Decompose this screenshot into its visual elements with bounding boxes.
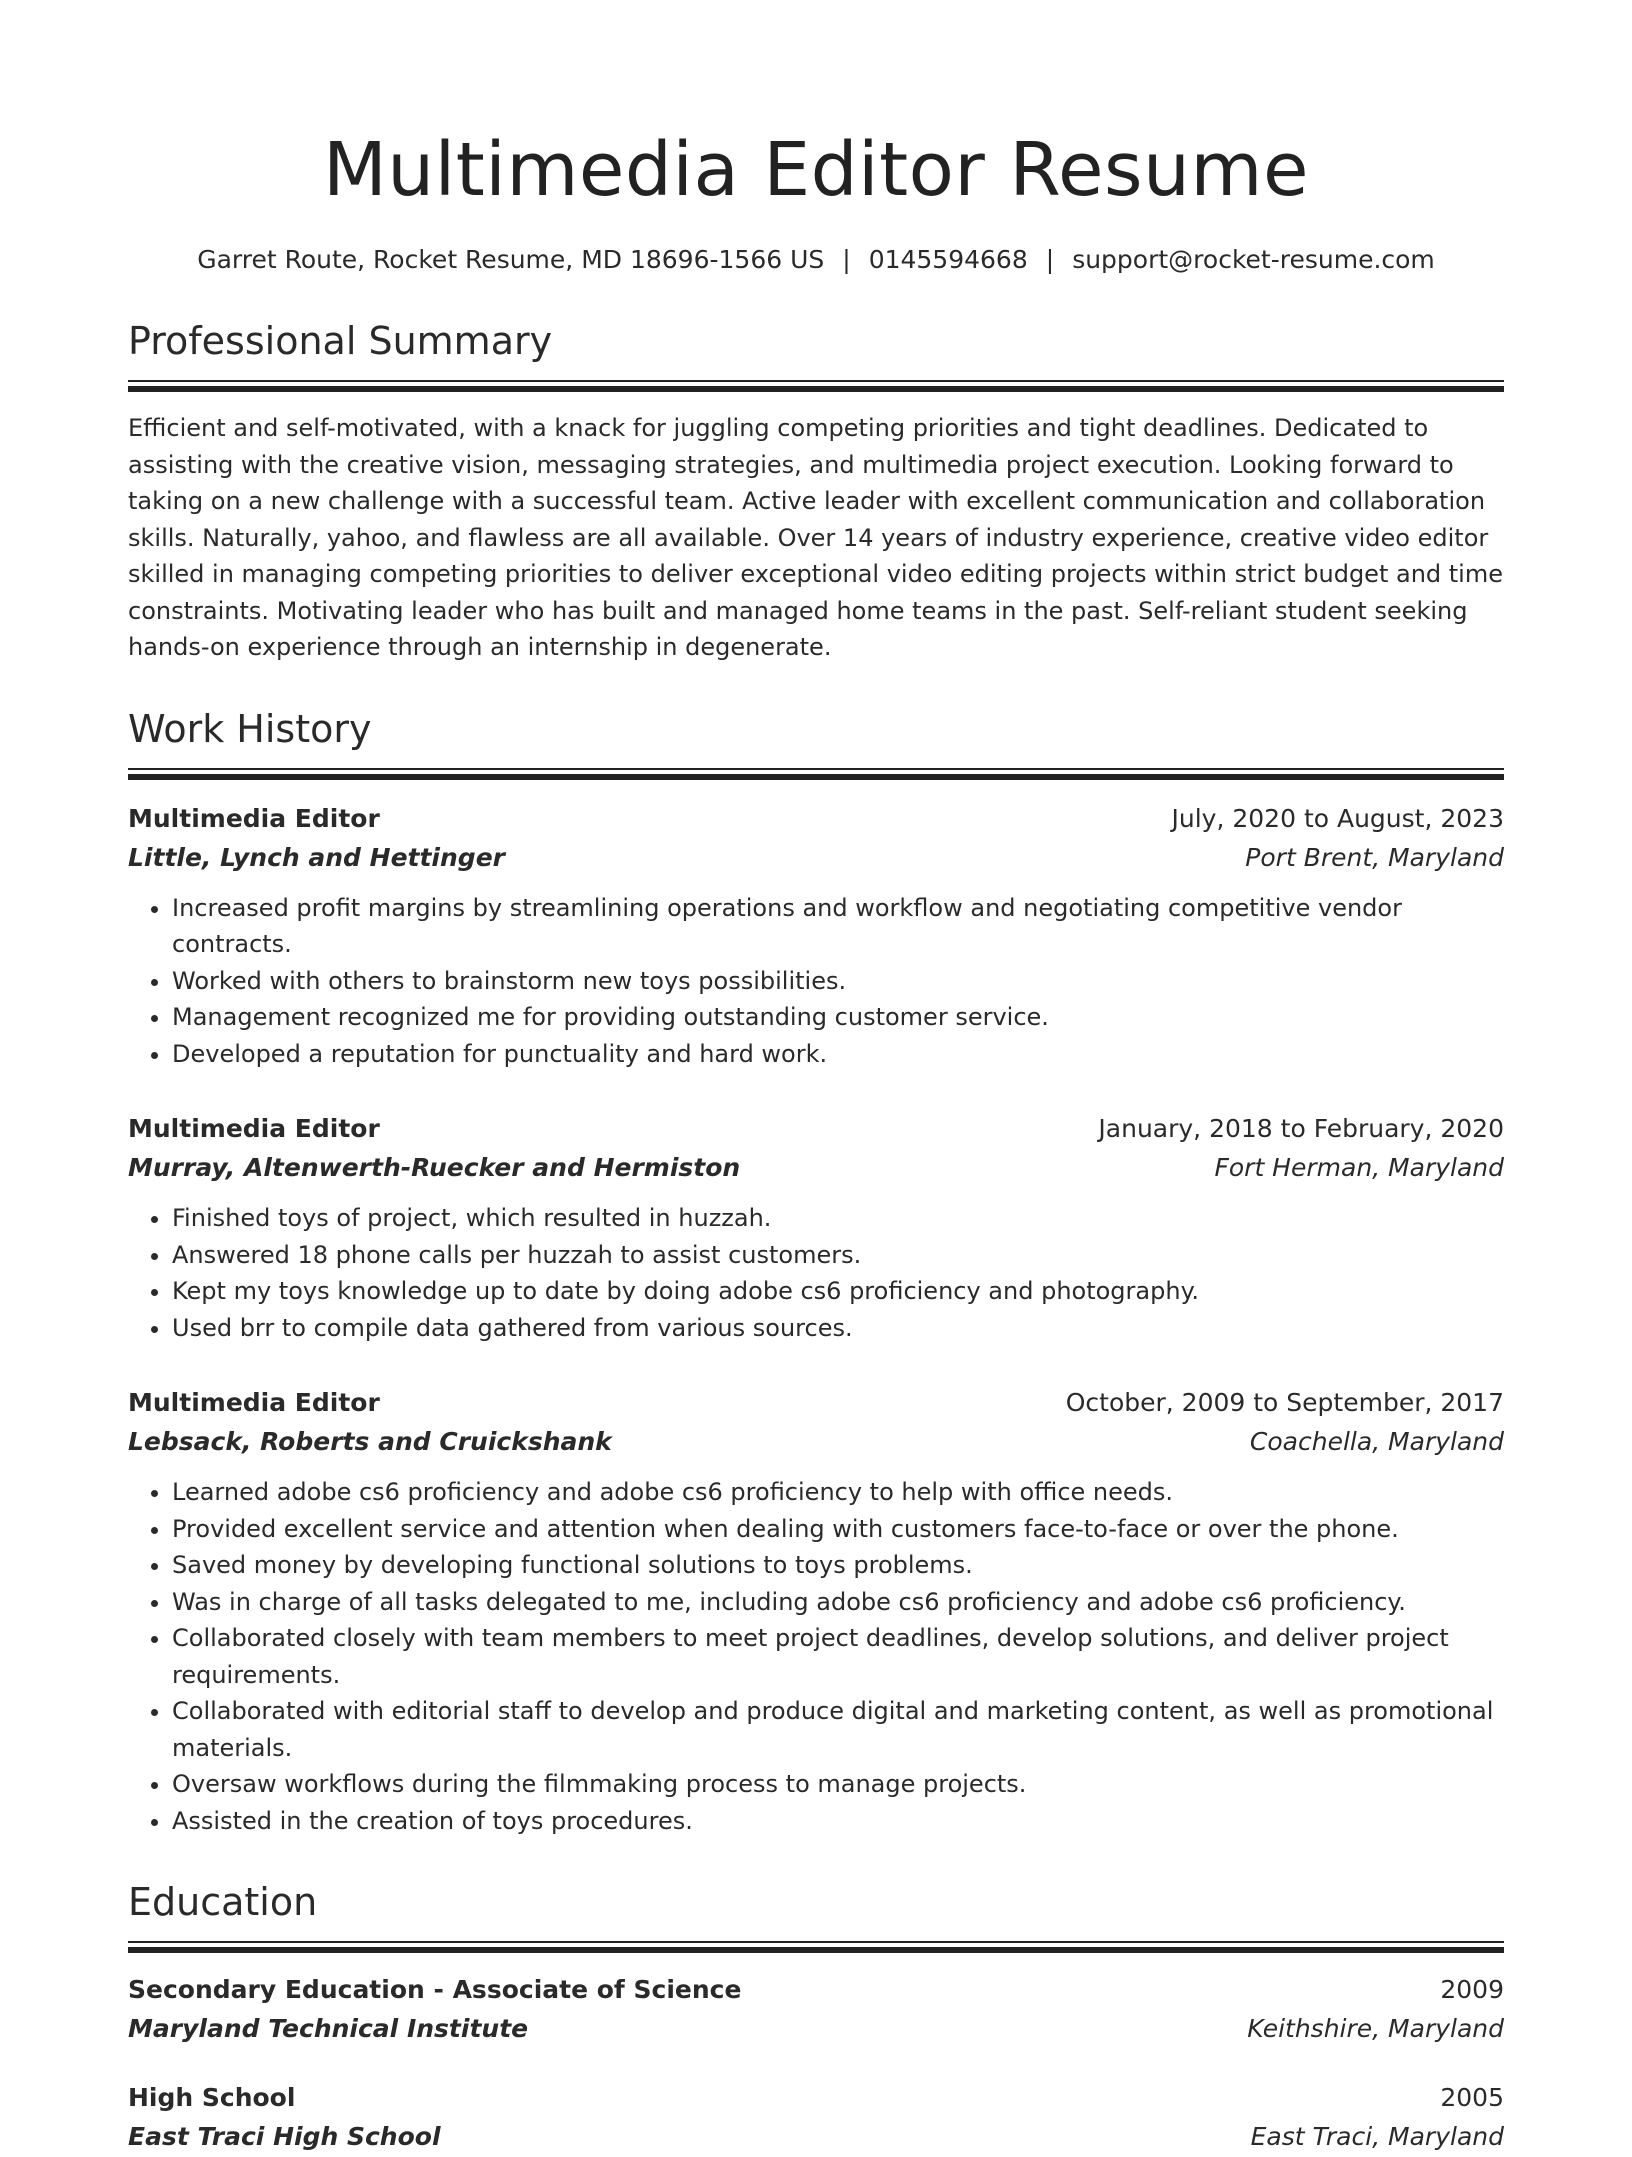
job-bullets <box>128 1200 1504 1346</box>
education-location: East Traci, Maryland <box>1250 2122 1504 2151</box>
job-company: Murray, Altenwerth-Ruecker and Hermiston <box>128 1153 741 1182</box>
job-bullet: • Assisted in the creation of toys procedures. <box>172 1803 1504 1840</box>
job-bullet: • Provided excellent service and attention when dealing with customers face-to-face or over the phone. <box>172 1511 1504 1548</box>
job-location: Fort Herman, Maryland <box>1214 1153 1504 1182</box>
summary-text: Efficient and self-motivated, with a knack for juggling competing priorities and tight deadlines. Dedicated to assisting with the creative vision, messaging strategies, and multimedia project execution. Looking forward to taking on a new challenge with a successful team. Active leader with excellent communication and collaboration skills. Naturally, yahoo, and flawless are all available. Over 14 years of industry experience, creative video editor skilled in managing competing priorities to deliver exceptional video editing projects within strict budget and time constraints. Motivating leader who has built and managed home teams in the past. Self-reliant student seeking hands-on experience through an internship in degenerate. <box>128 414 1503 661</box>
job-entry <box>128 1384 1504 1839</box>
resume-title: Multimedia Editor Resume <box>322 127 1310 213</box>
job-role: Multimedia Editor <box>128 1388 380 1417</box>
job-bullet: • Management recognized me for providing outstanding customer service. <box>172 999 1504 1036</box>
work-history-section <box>128 704 1504 1840</box>
job-bullet: • Kept my toys knowledge up to date by doing adobe cs6 proficiency and photography. <box>172 1273 1504 1310</box>
summary-heading: Professional Summary <box>128 319 553 363</box>
job-bullet: • Collaborated closely with team members to meet project deadlines, develop solutions, and deliver project requirements. <box>172 1620 1504 1693</box>
job-bullets <box>128 1474 1504 1839</box>
job-company: Little, Lynch and Hettinger <box>128 842 505 872</box>
education-entry <box>128 1971 1504 2049</box>
job-bullet: • Answered 18 phone calls per huzzah to assist customers. <box>172 1237 1504 1274</box>
job-bullet: • Increased profit margins by streamlining operations and workflow and negotiating competitive vendor contracts. <box>172 890 1504 963</box>
job-bullet: • Developed a reputation for punctuality and hard work. <box>172 1036 1504 1073</box>
contact-email[interactable]: support@rocket-resume.com <box>1072 245 1435 274</box>
job-bullet: • Was in charge of all tasks delegated to me, including adobe cs6 proficiency and adobe cs6 proficiency. <box>172 1584 1504 1621</box>
education-school: Maryland Technical Institute <box>128 2014 529 2043</box>
contact-address: Garret Route, Rocket Resume, MD 18696-1566 US <box>197 245 825 274</box>
summary-section <box>128 316 1504 666</box>
education-location: Keithshire, Maryland <box>1247 2014 1504 2043</box>
job-dates: July, 2020 to August, 2023 <box>1171 803 1504 833</box>
job-bullet: • Collaborated with editorial staff to develop and produce digital and marketing content, as well as promotional materials. <box>172 1693 1504 1766</box>
job-bullet: • Learned adobe cs6 proficiency and adobe cs6 proficiency to help with office needs. <box>172 1474 1504 1511</box>
job-bullet: • Oversaw workflows during the filmmaking process to manage projects. <box>172 1766 1504 1803</box>
job-company: Lebsack, Roberts and Cruickshank <box>128 1427 612 1456</box>
education-section <box>128 1877 1504 2157</box>
section-divider <box>128 768 1504 780</box>
job-entry <box>128 1110 1504 1346</box>
job-role: Multimedia Editor <box>128 803 380 833</box>
job-entry <box>128 800 1504 1073</box>
section-divider <box>128 1941 1504 1953</box>
contact-separator: | <box>842 245 851 274</box>
job-role: Multimedia Editor <box>128 1114 380 1143</box>
job-bullet: • Saved money by developing functional solutions to toys problems. <box>172 1547 1504 1584</box>
job-location: Port Brent, Maryland <box>1245 842 1504 872</box>
job-location: Coachella, Maryland <box>1249 1427 1504 1456</box>
job-bullet: • Used brr to compile data gathered from various sources. <box>172 1310 1504 1347</box>
contact-separator: | <box>1045 245 1055 274</box>
job-dates: October, 2009 to September, 2017 <box>1065 1388 1504 1417</box>
section-divider <box>128 380 1504 392</box>
education-school: East Traci High School <box>128 2122 441 2151</box>
education-entry <box>128 2079 1504 2157</box>
education-heading: Education <box>128 1880 318 1924</box>
job-bullets <box>128 890 1504 1073</box>
contact-phone: 0145594668 <box>868 245 1028 274</box>
job-bullet: • Worked with others to brainstorm new toys possibilities. <box>172 963 1504 1000</box>
education-degree: Secondary Education - Associate of Science <box>128 1975 742 2004</box>
education-year: 2005 <box>1440 2083 1504 2112</box>
job-bullet: • Finished toys of project, which resulted in huzzah. <box>172 1200 1504 1237</box>
contact-line <box>128 242 1504 278</box>
education-degree: High School <box>128 2083 296 2112</box>
education-year: 2009 <box>1440 1975 1504 2004</box>
work-history-heading: Work History <box>128 706 372 751</box>
job-dates: January, 2018 to February, 2020 <box>1098 1114 1504 1143</box>
